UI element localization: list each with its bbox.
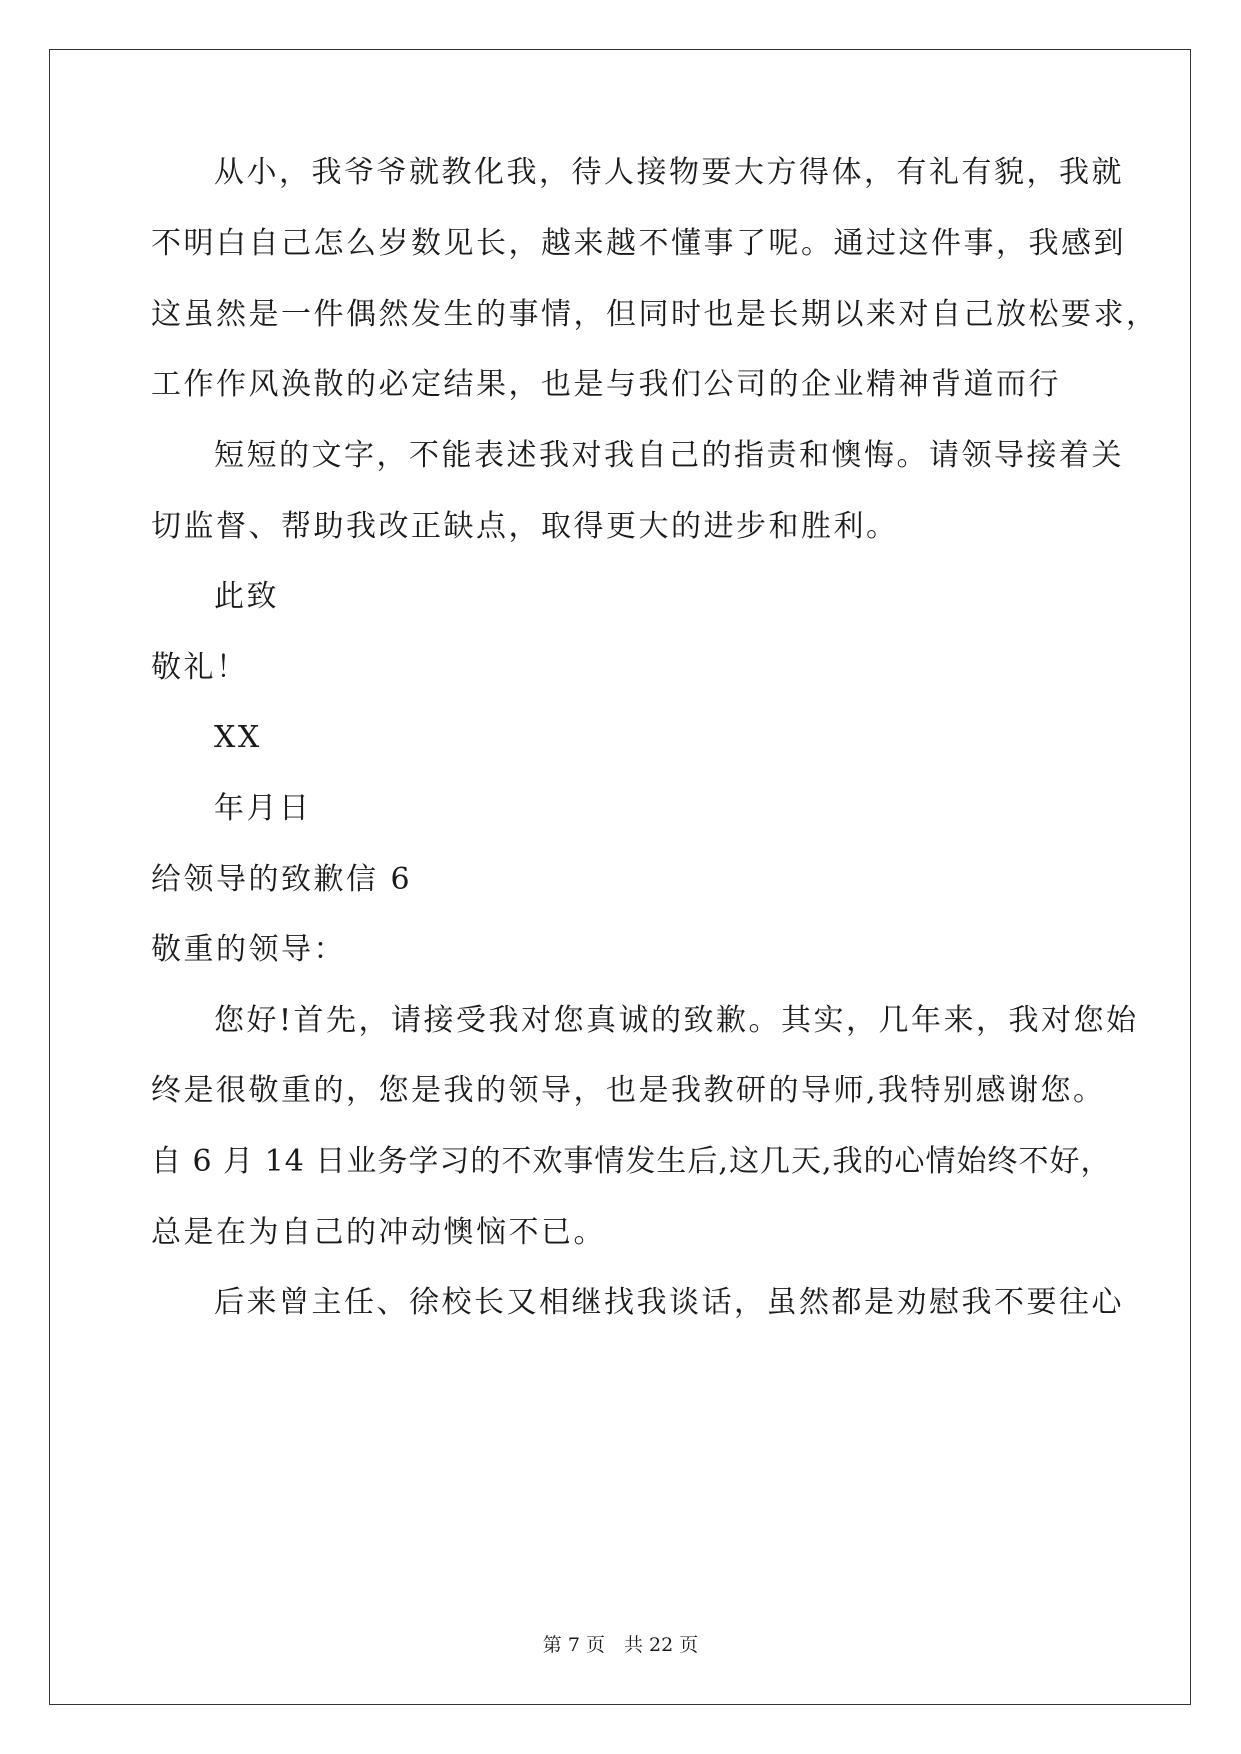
signature-date: 年月日 [214,791,312,826]
paragraph-line: 从小，我爷爷就教化我，待人接物要大方得体，有礼有貌，我就 [214,155,1124,190]
paragraph-line: 这虽然是一件偶然发生的事情，但同时也是长期以来对自己放松要求， [151,297,1159,332]
paragraph-line: 自 6 月 14 日业务学习的不欢事情发生后,这几天,我的心情始终不好， [151,1144,1112,1179]
section-heading: 给领导的致歉信 6 [151,862,413,897]
paragraph-line: 后来曾主任、徐校长又相继找我谈话，虽然都是劝慰我不要往心 [214,1285,1124,1320]
signature-name: XX [214,720,262,755]
paragraph-line: 短短的文字，不能表述我对我自己的指责和懊悔。请领导接着关 [214,438,1124,473]
paragraph-line: 切监督、帮助我改正缺点，取得更大的进步和胜利。 [151,509,899,544]
page-number-footer: 第 7 页 共 22 页 [542,1634,699,1656]
paragraph-line: 工作作风涣散的必定结果，也是与我们公司的企业精神背道而行 [151,367,1061,402]
letter-greeting: 敬重的领导： [151,932,346,967]
closing-salutation: 此致 [214,579,279,614]
paragraph-line: 您好!首先，请接受我对您真诚的致歉。其实，几年来，我对您始 [214,1003,1139,1038]
paragraph-line: 不明白自己怎么岁数见长，越来越不懂事了呢。通过这件事，我感到 [151,226,1126,261]
paragraph-line: 终是很敬重的，您是我的领导，也是我教研的导师,我特别感谢您。 [151,1073,1106,1108]
paragraph-line: 总是在为自己的冲动懊恼不已。 [151,1215,606,1250]
closing-regards: 敬礼！ [151,650,249,685]
